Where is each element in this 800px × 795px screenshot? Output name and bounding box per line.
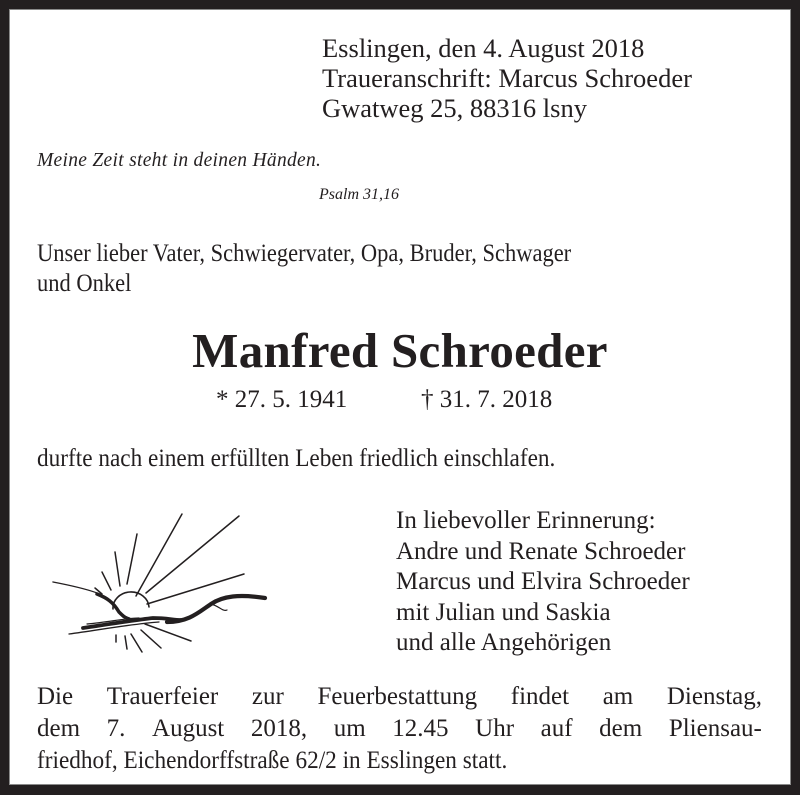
ceremony-word: August bbox=[152, 715, 225, 742]
ceremony-word: Die bbox=[37, 683, 74, 710]
mourners-block bbox=[396, 506, 690, 659]
deceased-name: Manfred Schroeder bbox=[192, 323, 608, 378]
birth-date: * 27. 5. 1941 bbox=[216, 386, 348, 413]
ceremony-word: Feuerbestattung bbox=[317, 683, 478, 710]
ceremony-word: dem bbox=[37, 715, 81, 742]
ceremony-word: Uhr bbox=[475, 715, 515, 742]
ceremony-word: Pliensau- bbox=[668, 715, 762, 742]
motto-quote: Meine Zeit steht in deinen Händen. bbox=[37, 150, 322, 171]
ceremony-word: 2018, bbox=[250, 715, 308, 742]
address-street: Gwatweg 25, 88316 lsny bbox=[322, 93, 587, 123]
ceremony-word: 7. bbox=[106, 715, 126, 742]
obituary-notice bbox=[9, 9, 791, 785]
mourners-heading: In liebevoller Erinnerung: bbox=[396, 507, 656, 534]
intro-line-1: Unser lieber Vater, Schwiegervater, Opa, Bruder, Schwager bbox=[37, 240, 572, 267]
ceremony-word: am bbox=[602, 683, 634, 710]
mourner-line: und alle Angehörigen bbox=[396, 629, 612, 656]
motto-source: Psalm 31,16 bbox=[319, 186, 399, 203]
intro-line-2: und Onkel bbox=[37, 270, 132, 297]
ceremony-word: um bbox=[333, 715, 366, 742]
address-label: Traueranschrift: Marcus Schroeder bbox=[322, 63, 692, 93]
ceremony-word: findet bbox=[510, 683, 570, 710]
ceremony-word: Dienstag, bbox=[666, 683, 762, 710]
place-date: Esslingen, den 4. August 2018 bbox=[322, 33, 645, 63]
sunset-icon bbox=[39, 494, 279, 654]
death-date: † 31. 7. 2018 bbox=[421, 386, 553, 413]
statement-text: durfte nach einem erfüllten Leben friedlich einschlafen. bbox=[37, 445, 556, 472]
ceremony-details bbox=[37, 681, 762, 777]
mourner-line: Marcus und Elvira Schroeder bbox=[396, 568, 690, 595]
header-address-block bbox=[322, 33, 692, 123]
ceremony-word: auf bbox=[540, 715, 573, 742]
intro-text bbox=[37, 239, 571, 299]
ceremony-line-2 bbox=[37, 713, 762, 745]
ceremony-word: 12.45 bbox=[392, 715, 449, 742]
ceremony-line-1 bbox=[37, 681, 762, 713]
ceremony-word: dem bbox=[599, 715, 643, 742]
mourner-line: mit Julian und Saskia bbox=[396, 598, 611, 626]
ceremony-word: Trauerfeier bbox=[106, 683, 219, 710]
ceremony-word: zur bbox=[251, 683, 284, 710]
ceremony-line-3: friedhof, Eichendorffstraße 62/2 in Esslingen statt. bbox=[37, 747, 508, 774]
mourner-line: Andre und Renate Schroeder bbox=[396, 537, 686, 565]
